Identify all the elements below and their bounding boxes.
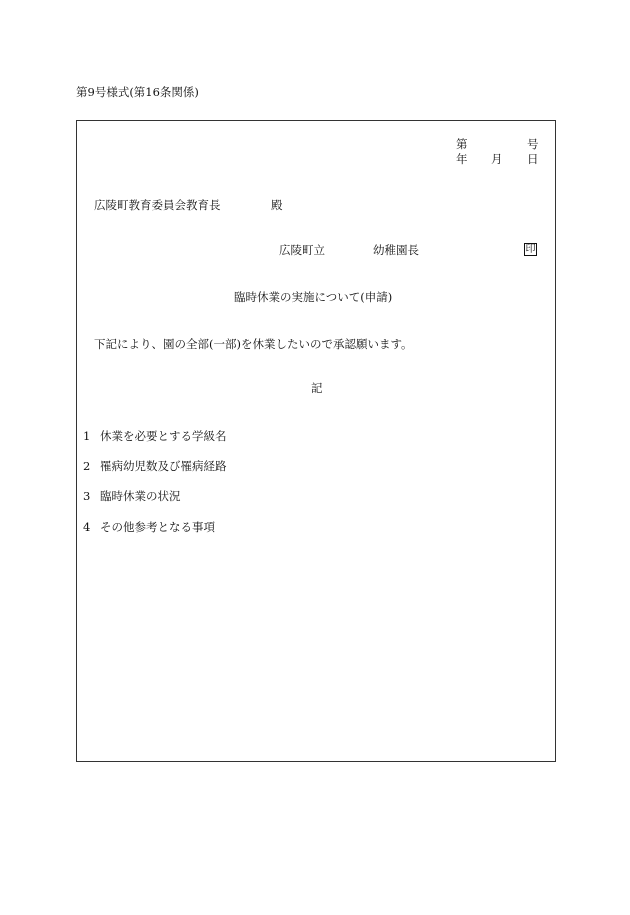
- addressee-title: 広陵町教育委員会教育長: [94, 198, 221, 212]
- note-heading: 記: [311, 381, 323, 395]
- sender-town: 広陵町立: [279, 243, 325, 257]
- number-prefix: 第: [456, 137, 468, 151]
- body-text: 下記により、園の全部(一部)を休業したいので承認願います。: [94, 337, 413, 351]
- addressee-honorific: 殿: [271, 198, 283, 212]
- item-3-number: 3: [83, 489, 91, 503]
- item-4-text: その他参考となる事項: [100, 520, 215, 534]
- sender-principal: 幼稚園長: [373, 243, 419, 257]
- item-4-number: 4: [83, 520, 91, 534]
- item-2-text: 罹病幼児数及び罹病経路: [100, 459, 227, 473]
- number-suffix: 号: [527, 137, 539, 151]
- form-label: 第9号様式(第16条関係): [76, 85, 199, 99]
- date-year: 年: [456, 152, 468, 166]
- item-3-text: 臨時休業の状況: [100, 489, 181, 503]
- item-1-text: 休業を必要とする学級名: [100, 429, 227, 443]
- subject-title: 臨時休業の実施について(申請): [234, 290, 393, 304]
- item-2-number: 2: [83, 459, 91, 473]
- date-day: 日: [527, 152, 539, 166]
- date-month: 月: [491, 152, 503, 166]
- item-1-number: 1: [83, 429, 91, 443]
- seal-mark: 印: [525, 244, 536, 255]
